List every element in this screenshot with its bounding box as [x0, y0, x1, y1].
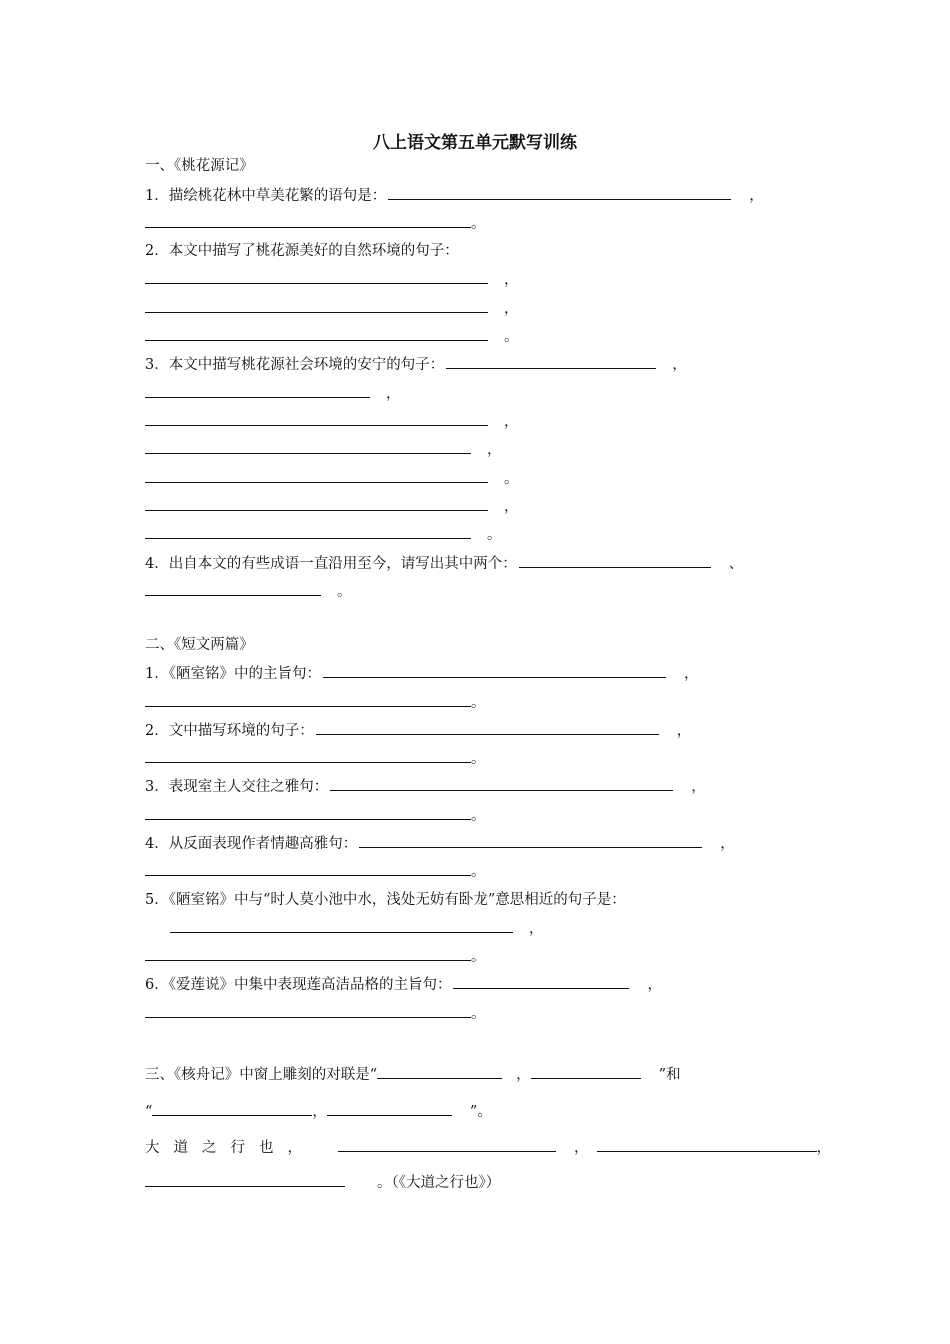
answer-line	[145, 748, 486, 769]
answer-blank[interactable]	[145, 298, 488, 313]
punctuation: ，	[647, 977, 662, 993]
question-3-heshouji	[145, 1064, 681, 1085]
answer-blank[interactable]	[145, 213, 471, 228]
question-text: 2．文中描写环境的句子：	[145, 723, 314, 739]
answer-blank[interactable]	[388, 185, 731, 200]
punctuation: 。	[487, 527, 502, 543]
answer-blank[interactable]	[145, 383, 370, 398]
answer-line	[145, 524, 502, 545]
punctuation: ，	[683, 666, 699, 682]
punctuation: 。	[471, 949, 486, 965]
answer-blank[interactable]	[359, 833, 702, 848]
punctuation: ，	[504, 499, 519, 515]
question-text: 大道之行也，	[145, 1140, 316, 1156]
question-2-4	[145, 833, 735, 854]
answer-blank[interactable]	[377, 1064, 502, 1079]
punctuation: 、	[728, 556, 744, 572]
answer-line	[145, 326, 519, 347]
punctuation: ，	[312, 1104, 327, 1120]
punctuation: ，	[574, 1140, 589, 1156]
answer-blank[interactable]	[330, 776, 673, 791]
punctuation: ，	[720, 836, 735, 852]
punctuation: 。	[471, 808, 486, 824]
answer-blank[interactable]	[531, 1064, 641, 1079]
answer-blank[interactable]	[145, 496, 488, 511]
punctuation: 。	[471, 1006, 486, 1022]
question-text-end: ”。	[469, 1104, 492, 1120]
answer-blank[interactable]	[145, 946, 471, 961]
answer-blank[interactable]	[327, 1101, 452, 1116]
answer-blank[interactable]	[170, 918, 513, 933]
answer-blank[interactable]	[338, 1137, 556, 1152]
answer-blank[interactable]	[145, 411, 488, 426]
punctuation: ，	[386, 386, 401, 402]
answer-line	[170, 918, 544, 939]
question-text: 1．描绘桃花林中草美花繁的语句是：	[145, 188, 387, 204]
source-note: 。（《大道之行也》）	[377, 1175, 501, 1191]
question-text: 3．表现室主人交往之雅句：	[145, 779, 329, 795]
punctuation: ，	[504, 272, 519, 288]
answer-line	[145, 468, 519, 489]
section-heading-duanwen: 二、《短文两篇》	[145, 637, 254, 653]
punctuation: 。	[471, 751, 486, 767]
question-2-2	[145, 720, 691, 741]
punctuation: ，	[504, 301, 519, 317]
punctuation: ，	[504, 414, 519, 430]
punctuation: ，	[676, 723, 692, 739]
question-text: 4．出自本文的有些成语一直沿用至今，请写出其中两个：	[145, 556, 517, 572]
punctuation: 。	[337, 584, 352, 600]
punctuation: 。	[471, 216, 486, 232]
punctuation: ，	[516, 1067, 531, 1083]
answer-line	[145, 298, 519, 319]
answer-line	[145, 439, 502, 460]
answer-line	[145, 383, 401, 404]
answer-line	[145, 496, 519, 517]
question-1-4	[145, 553, 743, 574]
answer-line	[145, 1003, 486, 1024]
page-title: 八上语文第五单元默写训练	[373, 133, 577, 153]
question-text: 三、《核舟记》中窗上雕刻的对联是“	[145, 1067, 378, 1083]
question-text: 3．本文中描写桃花源社会环境的安宁的句子：	[145, 357, 445, 373]
answer-line	[145, 269, 519, 290]
answer-blank[interactable]	[323, 663, 666, 678]
question-2-3	[145, 776, 706, 797]
question-1-3	[145, 354, 687, 375]
answer-line	[145, 692, 486, 713]
answer-blank[interactable]	[145, 269, 488, 284]
answer-line	[145, 213, 486, 234]
answer-blank[interactable]	[145, 748, 471, 763]
punctuation: ，	[749, 188, 764, 204]
answer-line	[145, 1101, 492, 1122]
section-heading-taohuayuan: 一、《桃花源记》	[145, 158, 254, 174]
question-2-6	[145, 974, 662, 995]
answer-blank[interactable]	[145, 861, 471, 876]
punctuation: ，	[487, 442, 502, 458]
question-1-2: 2．本文中描写了桃花源美好的自然环境的句子：	[145, 243, 459, 259]
answer-line	[145, 861, 486, 882]
question-text: 4．从反面表现作者情趣高雅句：	[145, 836, 358, 852]
question-text: 1．《陋室铭》中的主旨句：	[145, 666, 321, 682]
answer-blank[interactable]	[145, 1003, 471, 1018]
punctuation: 。	[504, 329, 519, 345]
answer-line	[145, 411, 519, 432]
answer-blank[interactable]	[145, 468, 488, 483]
punctuation: ，	[672, 357, 687, 373]
answer-line	[145, 1172, 500, 1193]
question-2-1	[145, 663, 698, 684]
answer-blank[interactable]	[145, 439, 471, 454]
answer-blank[interactable]	[145, 581, 321, 596]
punctuation: 。	[471, 864, 486, 880]
answer-blank[interactable]	[316, 720, 659, 735]
answer-blank[interactable]	[152, 1101, 312, 1116]
answer-blank[interactable]	[597, 1137, 817, 1152]
answer-line	[145, 805, 486, 826]
answer-blank[interactable]	[145, 805, 471, 820]
question-4-dadao	[145, 1137, 831, 1158]
answer-blank[interactable]	[145, 326, 488, 341]
question-text: 6．《爱莲说》中集中表现莲高洁品格的主旨句：	[145, 977, 452, 993]
answer-blank[interactable]	[145, 692, 471, 707]
answer-blank[interactable]	[145, 524, 471, 539]
question-2-5: 5．《陋室铭》中与“时人莫小池中水，浅处无妨有卧龙”意思相近的句子是：	[145, 892, 626, 908]
punctuation: ，	[816, 1140, 831, 1156]
answer-line	[145, 946, 486, 967]
punctuation: 。	[504, 471, 519, 487]
question-text-end: ”和	[658, 1067, 681, 1083]
punctuation: “	[145, 1104, 153, 1120]
answer-blank[interactable]	[145, 1172, 345, 1187]
punctuation: ，	[691, 779, 706, 795]
answer-blank[interactable]	[453, 974, 629, 989]
punctuation: 。	[471, 695, 486, 711]
answer-blank[interactable]	[446, 354, 656, 369]
answer-line	[145, 581, 352, 602]
question-1-1	[145, 185, 764, 206]
answer-blank[interactable]	[519, 553, 711, 568]
punctuation: ，	[529, 921, 544, 937]
